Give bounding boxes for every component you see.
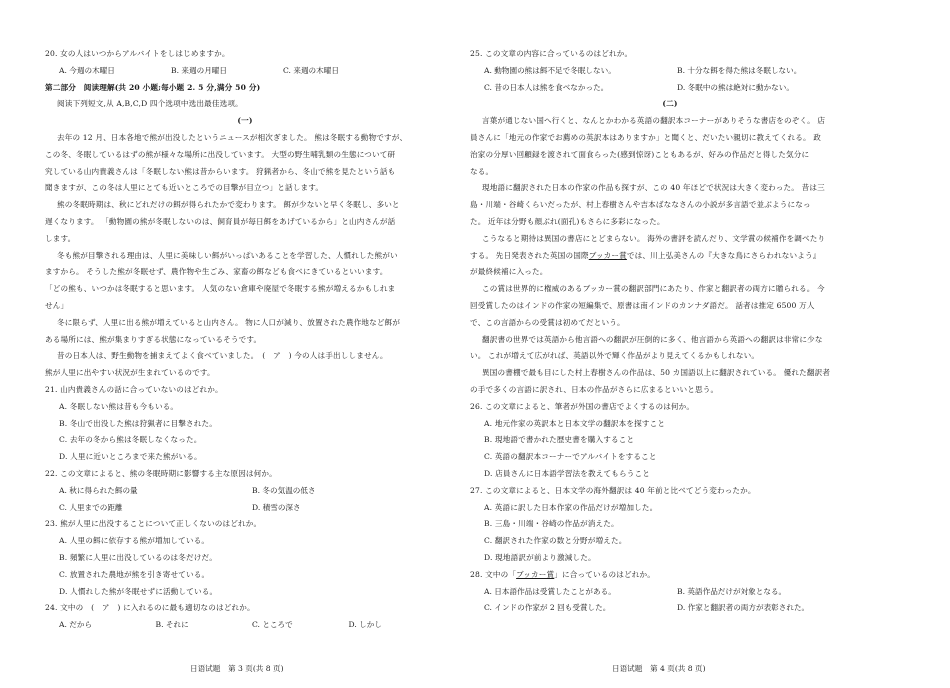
q27-option-b[interactable]: B. 三島・川端・谷崎の作品が消えた。 [484,519,619,529]
q20-option-c[interactable]: C. 来週の木曜日 [283,65,339,75]
q23-option-c[interactable]: C. 放置された農地が熊を引き寄せている。 [59,569,210,579]
passage2-title: (二) [662,99,678,109]
passage1-line: 冬に限らず、人里に出る熊が増えていると山内さん。 物に人口が減り、放置された農作地など餌が [57,317,401,327]
q21-option-d[interactable]: D. 人里に近いところまで来た熊がいる。 [59,452,202,462]
q23-stem: 23. 熊が人里に出没することについて正しくないのはどれか。 [45,519,262,529]
q28-stem-post: 」に合っているのはどれか。 [554,569,655,579]
passage1-title: (一) [237,116,253,126]
q25-stem: 25. この文章の内容に合っているのはどれか。 [470,49,633,58]
passage1-line: 聞きますが、この冬は人里にとても近いところでの目撃が目立つ」と話します。 [45,183,324,193]
q25-option-c[interactable]: C. 昔の日本人は熊を食べなかった。 [484,82,609,92]
q22-option-d[interactable]: D. 積雪の深さ [252,502,301,512]
left-column [45,50,445,638]
q28-option-d[interactable]: D. 作家と翻訳者の両方が表彰された。 [677,603,810,613]
q20-option-a[interactable]: A. 今週の木曜日 [59,65,115,75]
page-footer-right: 日语试题 第 4 页(共 8 页) [612,664,706,673]
passage1-line: 熊が人里に出やすい状況が生まれているのです。 [45,368,215,378]
q24-option-d[interactable]: D. しかし [348,620,382,630]
q20-options [45,67,445,76]
q25-options-row1 [470,67,870,76]
passage1-line: 昔の日本人は、野生動物を捕まえてよく食べていました。 ( ア ) 今の人は手出ししません。 [57,351,388,361]
q24-stem: 24. 文中の ( ア ) に入れるのに最も適切なのはどれか。 [45,603,255,613]
q26-option-c[interactable]: C. 英語の翻訳本コーナーでアルバイトをすること [484,452,657,462]
passage2-line: 現地語に翻訳された日本の作家の作品も探すが、この 40 年ほどで状況は大きく変わった。 昔は三 [482,183,825,193]
passage2-line: 治家の分厚い回顧録を渡されて面食らった(感到惊讶)こともあるが、好みの作品だと得した気分に [470,149,810,159]
q28-stem [470,571,870,580]
passage2-line-booker [470,252,870,261]
passage2-line: なる。 [470,166,494,176]
q28-option-a[interactable]: A. 日本語作品は受賞したことがある。 [484,586,616,596]
q24-option-c[interactable]: C. ところで [252,620,293,630]
q27-stem: 27. この文章によると、日本文学の海外翻訳は 40 年前と比べてどう変わったか。 [470,485,756,495]
q23-option-b[interactable]: B. 頻繁に人里に出没しているのは冬だけだ。 [59,552,217,562]
passage2-line: た。 近年は分野も顔ぶれ(面孔)もさらに多彩になった。 [470,216,665,226]
passage2-line: 島・川端・谷崎くらいだったが、村上春樹さんや吉本ばななさんの小説が多言語で並ぶようになっ [470,200,811,210]
q28-stem-pre: 28. 文中の「 [470,569,517,579]
passage1-line: します。 [45,233,76,243]
passage1-line: せん」 [45,300,69,310]
passage1-line: この冬、冬眠しているはずの熊が様々な場所に出没しています。 大型の野生哺乳類の生態について研 [45,149,396,159]
passage2-text: では、川上弘美さんの『大きな鳥にさらわれないよう』 [626,250,821,260]
passage1-line: 「どの熊も、いつかは冬眠すると思います。 人気のない倉庫や廃屋で冬眠する熊が増えるかもしれま [45,284,396,294]
q28-option-c[interactable]: C. インドの作家が 2 回も受賞した。 [484,603,611,613]
passage2-line: が最終候補に入った。 [470,267,548,277]
q23-option-d[interactable]: D. 人慣れした熊が冬眠せずに活動している。 [59,586,218,596]
q24-option-b[interactable]: B. それに [155,620,189,630]
q28-options-row2 [470,604,870,613]
q26-option-b[interactable]: B. 現地語で書かれた歴史書を購入すること [484,435,635,445]
section-heading: 第二部分 阅读理解(共 20 小题;每小题 2. 5 分,满分 50 分) [45,82,261,92]
q21-stem: 21. 山内貴義さんの話に合っていないのはどれか。 [45,384,223,394]
passage2-line: 員さんに「地元の作家でお薦めの英訳本はありますか」と聞くと、だいたい親切に教えてくれる。 政 [470,132,822,142]
passage2-line: 回受賞したのはインドの作家の短編集で、原書は南インドのカンナダ語だ。 話者は推定 6500 万人 [470,300,815,310]
passage2-line: この賞は世界的に権威のあるブッカー賞の翻訳部門にあたり、作家と翻訳者の両方に贈られる。 今 [482,284,825,294]
passage1-line: 冬も熊が目撃される理由は、人里に美味しい餌がいっぱいあることを学習した、人慣れした熊がい [57,250,398,260]
q21-option-a[interactable]: A. 冬眠しない熊は昔も今もいる。 [59,401,179,411]
passage2-line: い。 これが増えて広がれば、英語以外で輝く作品がより見えてくるかもしれない。 [470,351,760,361]
q21-option-b[interactable]: B. 冬山で出没した熊は狩猟者に目撃された。 [59,418,217,428]
passage2-line: の手で多くの言語に訳され、日本の作品がさらに広まるといいと思う。 [470,384,719,394]
q27-option-c[interactable]: C. 翻訳された作家の数と分野が増えた。 [484,536,627,546]
q25-option-d[interactable]: D. 冬眠中の熊は絶対に動かない。 [677,82,794,92]
right-column [470,50,870,621]
section-instruction: 阅读下列短文,从 A,B,C,D 四个选项中选出最佳选项。 [57,99,243,109]
q28-option-b[interactable]: B. 英語作品だけが対象となる。 [677,586,787,596]
q25-option-a[interactable]: A. 動物園の熊は餌不足で冬眠しない。 [484,65,616,75]
q28-stem-term: ブッカー賞 [516,569,555,579]
q25-options-row2 [470,84,870,93]
q22-option-a[interactable]: A. 秋に得られた餌の量 [59,485,138,495]
q26-option-d[interactable]: D. 店員さんに日本語学習法を教えてもらうこと [484,468,650,478]
q22-stem: 22. この文章によると、熊の冬眠時期に影響する主な原因は何か。 [45,468,277,478]
q27-option-d[interactable]: D. 現地語訳が前より激減した。 [484,552,596,562]
passage2-line: 翻訳書の世界では英語から他言語への翻訳が圧倒的に多く、他言語から英語への翻訳は非常に少な [482,334,823,344]
passage1-line: 熊の冬眠時期は、秋にどれだけの餌が得られたかで変わります。 餌が少ないと早く冬眠し、多いと [57,200,400,210]
q20-option-b[interactable]: B. 来週の月曜日 [171,65,227,75]
q25-option-b[interactable]: B. 十分な餌を得た熊は冬眠しない。 [677,65,802,75]
booker-prize-term: ブッカー賞 [588,250,627,260]
q24-option-a[interactable]: A. だから [59,620,93,630]
passage2-text: する。 先日発表された英国の国際 [470,250,589,260]
q24-options [45,621,445,630]
q22-options-row2 [45,504,445,513]
q27-option-a[interactable]: A. 英語に訳した日本作家の作品だけが増加した。 [484,502,658,512]
passage1-line: ますから。 そうした熊が冬眠せず、農作物や生ごみ、家畜の餌なども食べにきているといいます。 [45,267,388,277]
passage2-line: で、この言語からの受賞は初めてだという。 [470,317,625,327]
passage1-line: ある場所には、熊が集まりすぎる状態になっているそうです。 [45,334,262,344]
passage2-line: こうなると期待は異国の書店にとどまらない。 海外の書評を読んだり、文学賞の候補作を調べたり [482,233,826,243]
passage1-line: 究している山内貴義さんは「冬眠しない熊は昔からいます。 狩猟者から、冬山で熊を見たという話も [45,166,396,176]
q20-stem: 20. 女の人はいつからアルバイトをしはじめますか。 [45,49,230,58]
q26-option-a[interactable]: A. 地元作家の英訳本と日本文学の翻訳本を探すこと [484,418,666,428]
q23-option-a[interactable]: A. 人里の餌に依存する熊が増加している。 [59,536,210,546]
q28-options-row1 [470,588,870,597]
q21-option-c[interactable]: C. 去年の冬から熊は冬眠しなくなった。 [59,435,202,445]
passage1-line: 去年の 12 月、日本各地で熊が出没したというニュースが相次ぎました。 熊は冬眠する動物ですが、 [57,132,408,142]
q22-option-b[interactable]: B. 冬の気温の低さ [252,485,316,495]
passage1-line: 遅くなります。 「動物園の熊が冬眠しないのは、飼育員が毎日餌をあげているから」と山内さんが話 [45,216,396,226]
passage2-line: 異国の書棚で最も目にした村上春樹さんの作品は、50 カ国語以上に翻訳されている。 優れた翻訳者 [482,368,831,378]
passage2-line: 言葉が通じない国へ行くと、なんとかわかる英語の翻訳本コーナーがありそうな書店をのぞく。 店 [482,116,826,126]
q22-option-c[interactable]: C. 人里までの距離 [59,502,123,512]
q22-options-row1 [45,487,445,496]
page-footer-left: 日语试题 第 3 页(共 8 页) [190,664,284,673]
q26-stem: 26. この文章によると、筆者が外国の書店でよくするのは何か。 [470,401,695,411]
